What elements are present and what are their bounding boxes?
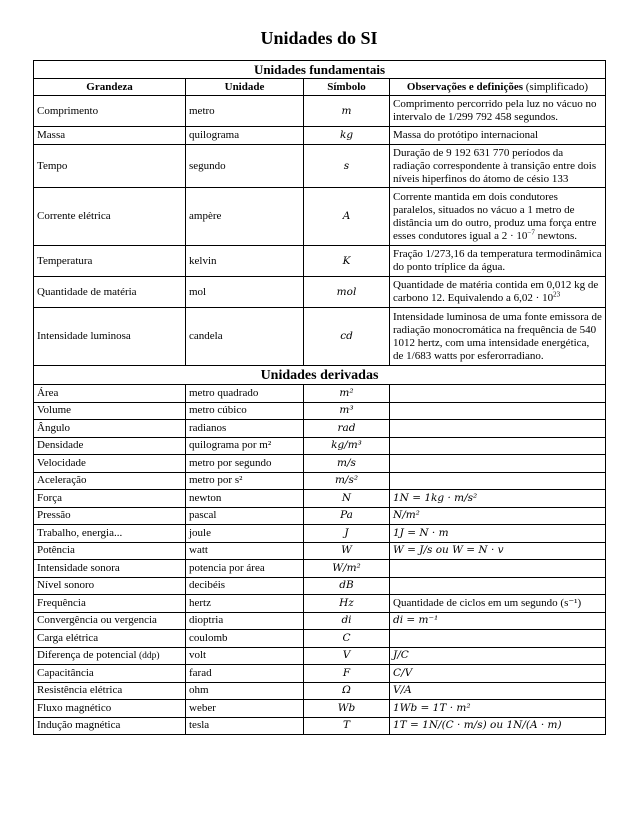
- cell-unidade: metro: [186, 96, 304, 127]
- table-row: [34, 437, 606, 455]
- observacao-text: Quantidade de matéria contida em 0,012 kg de carbono 12. Equivalendo a 6,02 · 10: [393, 279, 599, 304]
- grandeza-text: Frequência: [37, 596, 86, 609]
- cell-grandeza: [34, 472, 186, 490]
- header-simbolo: Símbolo: [304, 79, 390, 96]
- cell-grandeza: [34, 402, 186, 420]
- grandeza-text: Diferença de potencial: [37, 648, 137, 661]
- header-unidade: Unidade: [186, 79, 304, 96]
- cell-unidade: ampère: [186, 188, 304, 246]
- cell-unidade: weber: [186, 700, 304, 718]
- table-row: [34, 717, 606, 735]
- observacao-exponent: −7: [527, 227, 535, 236]
- cell-unidade: volt: [186, 647, 304, 665]
- cell-observacao: C/V: [390, 665, 606, 683]
- cell-unidade: kelvin: [186, 246, 304, 277]
- cell-observacao: 1T = 1N/(C · m/s) ou 1N/(A · m): [390, 717, 606, 735]
- cell-simbolo: m³: [304, 402, 390, 420]
- cell-unidade: newton: [186, 490, 304, 508]
- cell-grandeza: [34, 682, 186, 700]
- grandeza-text: Potência: [37, 544, 75, 557]
- cell-unidade: metro quadrado: [186, 385, 304, 403]
- table-row: [34, 402, 606, 420]
- cell-grandeza: [34, 542, 186, 560]
- grandeza-text: Aceleração: [37, 474, 87, 487]
- cell-simbolo: T: [304, 717, 390, 735]
- cell-simbolo: W/m²: [304, 560, 390, 578]
- table-row: [34, 682, 606, 700]
- cell-grandeza: Massa: [34, 127, 186, 145]
- cell-observacao: 1Wb = 1T · m²: [390, 700, 606, 718]
- grandeza-text: Força: [37, 491, 63, 504]
- cell-grandeza: [34, 490, 186, 508]
- cell-unidade: radianos: [186, 420, 304, 438]
- table-row: [34, 308, 606, 366]
- cell-simbolo: cd: [304, 308, 390, 366]
- grandeza-text: Volume: [37, 404, 72, 417]
- cell-observacao: [390, 560, 606, 578]
- cell-unidade: quilograma por m²: [186, 437, 304, 455]
- cell-simbolo: s: [304, 145, 390, 188]
- section-heading-fundamental: [34, 61, 606, 79]
- table-row: [34, 188, 606, 246]
- cell-observacao: [390, 402, 606, 420]
- grandeza-text: Convergência ou vergencia: [37, 614, 157, 627]
- grandeza-text: Área: [37, 386, 59, 399]
- cell-grandeza: [34, 560, 186, 578]
- cell-observacao: [390, 437, 606, 455]
- table-row: [34, 246, 606, 277]
- table-row: [34, 560, 606, 578]
- cell-unidade: ohm: [186, 682, 304, 700]
- cell-grandeza: [34, 437, 186, 455]
- cell-grandeza: [34, 700, 186, 718]
- cell-grandeza: Tempo: [34, 145, 186, 188]
- column-header-row: [34, 79, 606, 96]
- cell-unidade: hertz: [186, 595, 304, 613]
- cell-simbolo: V: [304, 647, 390, 665]
- table-row: [34, 630, 606, 648]
- cell-grandeza: Intensidade luminosa: [34, 308, 186, 366]
- cell-unidade: metro por s²: [186, 472, 304, 490]
- cell-grandeza: [34, 717, 186, 735]
- cell-observacao: [390, 420, 606, 438]
- table-row: [34, 127, 606, 145]
- observacao-text: Massa do protótipo internacional: [393, 129, 539, 141]
- cell-grandeza: [34, 647, 186, 665]
- table-row: [34, 145, 606, 188]
- cell-simbolo: N: [304, 490, 390, 508]
- cell-simbolo: C: [304, 630, 390, 648]
- section-title: Unidades derivadas: [34, 366, 606, 385]
- observacao-exponent: 23: [553, 290, 561, 299]
- cell-unidade: segundo: [186, 145, 304, 188]
- table-row: [34, 490, 606, 508]
- cell-unidade: joule: [186, 525, 304, 543]
- cell-simbolo: Ω: [304, 682, 390, 700]
- cell-observacao: [390, 385, 606, 403]
- cell-observacao: [390, 188, 606, 246]
- cell-grandeza: [34, 385, 186, 403]
- cell-simbolo: dB: [304, 577, 390, 595]
- cell-observacao: 1J = N · m: [390, 525, 606, 543]
- cell-simbolo: W: [304, 542, 390, 560]
- cell-grandeza: [34, 507, 186, 525]
- grandeza-text: Velocidade: [37, 456, 86, 469]
- cell-simbolo: A: [304, 188, 390, 246]
- cell-grandeza: [34, 665, 186, 683]
- observacao-text: Fração 1/273,16 da temperatura termodinâmica do ponto tríplice da água.: [393, 248, 602, 273]
- cell-unidade: candela: [186, 308, 304, 366]
- table-row: [34, 612, 606, 630]
- header-obs-light: (simplificado): [523, 80, 589, 93]
- cell-simbolo: Hz: [304, 595, 390, 613]
- observacao-text: Corrente mantida em dois condutores paralelos, situados no vácuo a 1 metro de distância um do outro, produz uma força entre esses condutores igual a 2 · 10: [393, 190, 597, 242]
- table-row: [34, 277, 606, 308]
- table-row: [34, 420, 606, 438]
- cell-simbolo: J: [304, 525, 390, 543]
- section-title: Unidades fundamentais: [34, 61, 606, 79]
- cell-grandeza: [34, 595, 186, 613]
- table-row: [34, 595, 606, 613]
- cell-simbolo: K: [304, 246, 390, 277]
- cell-simbolo: m/s: [304, 455, 390, 473]
- cell-simbolo: di: [304, 612, 390, 630]
- cell-unidade: metro cúbico: [186, 402, 304, 420]
- cell-unidade: coulomb: [186, 630, 304, 648]
- cell-grandeza: Corrente elétrica: [34, 188, 186, 246]
- table-row: [34, 472, 606, 490]
- cell-simbolo: kg: [304, 127, 390, 145]
- observacao-tail: newtons.: [534, 229, 578, 242]
- cell-observacao: [390, 127, 606, 145]
- cell-observacao: di = m⁻¹: [390, 612, 606, 630]
- cell-grandeza: Quantidade de matéria: [34, 277, 186, 308]
- table-row: [34, 507, 606, 525]
- cell-unidade: quilograma: [186, 127, 304, 145]
- observacao-text: Comprimento percorrido pela luz no vácuo no intervalo de 1/299 792 458 segundos.: [393, 98, 597, 123]
- cell-unidade: tesla: [186, 717, 304, 735]
- cell-simbolo: rad: [304, 420, 390, 438]
- table-row: [34, 542, 606, 560]
- cell-simbolo: F: [304, 665, 390, 683]
- page-title: Unidades do SI: [260, 28, 378, 48]
- cell-unidade: dioptria: [186, 612, 304, 630]
- cell-grandeza: [34, 612, 186, 630]
- grandeza-text: Resistência elétrica: [37, 684, 123, 697]
- cell-observacao: [390, 246, 606, 277]
- si-units-table: [33, 60, 606, 735]
- cell-simbolo: m²: [304, 385, 390, 403]
- cell-observacao: Quantidade de ciclos em um segundo (s⁻¹): [390, 595, 606, 613]
- cell-simbolo: Pa: [304, 507, 390, 525]
- cell-observacao: [390, 277, 606, 308]
- cell-observacao: [390, 472, 606, 490]
- table-body: [34, 61, 606, 735]
- grandeza-text: Intensidade sonora: [37, 561, 120, 574]
- cell-observacao: [390, 630, 606, 648]
- cell-unidade: pascal: [186, 507, 304, 525]
- section-heading-derived: [34, 366, 606, 385]
- cell-observacao: V/A: [390, 682, 606, 700]
- header-grandeza: Grandeza: [34, 79, 186, 96]
- cell-unidade: mol: [186, 277, 304, 308]
- cell-simbolo: m: [304, 96, 390, 127]
- table-row: [34, 577, 606, 595]
- cell-grandeza: [34, 525, 186, 543]
- grandeza-text: Ângulo: [37, 421, 70, 434]
- cell-observacao: [390, 577, 606, 595]
- cell-unidade: potencia por área: [186, 560, 304, 578]
- header-obs-bold: Observações e definições: [406, 80, 523, 93]
- cell-observacao: [390, 455, 606, 473]
- cell-grandeza: [34, 420, 186, 438]
- cell-unidade: farad: [186, 665, 304, 683]
- cell-observacao: [390, 96, 606, 127]
- table-row: [34, 700, 606, 718]
- cell-unidade: watt: [186, 542, 304, 560]
- cell-grandeza: [34, 455, 186, 473]
- cell-grandeza: [34, 577, 186, 595]
- observacao-text: Intensidade luminosa de uma fonte emissora de radiação monocromática na frequência de 540 1012 hertz, com uma intensidade energética, de 1/683 watts por esferorradiano.: [393, 310, 602, 362]
- cell-unidade: decibéis: [186, 577, 304, 595]
- grandeza-text: Capacitância: [37, 666, 94, 679]
- table-row: [34, 665, 606, 683]
- table-row: [34, 647, 606, 665]
- grandeza-text: Trabalho, energia...: [37, 526, 123, 539]
- grandeza-suffix: (ddp): [136, 650, 160, 661]
- cell-simbolo: mol: [304, 277, 390, 308]
- cell-grandeza: Temperatura: [34, 246, 186, 277]
- cell-grandeza: [34, 630, 186, 648]
- grandeza-text: Pressão: [37, 509, 71, 522]
- observacao-text: Duração de 9 192 631 770 períodos da radiação correspondente à transição entre dois níveis hiperfinos do átomo de césio 133: [393, 146, 597, 185]
- grandeza-text: Fluxo magnético: [37, 701, 112, 714]
- table-row: [34, 455, 606, 473]
- cell-observacao: [390, 145, 606, 188]
- grandeza-text: Indução magnética: [37, 719, 121, 732]
- cell-observacao: W = J/s ou W = N · v: [390, 542, 606, 560]
- cell-simbolo: Wb: [304, 700, 390, 718]
- cell-grandeza: Comprimento: [34, 96, 186, 127]
- cell-simbolo: m/s²: [304, 472, 390, 490]
- grandeza-text: Densidade: [37, 439, 84, 452]
- cell-observacao: J/C: [390, 647, 606, 665]
- table-row: [34, 525, 606, 543]
- cell-unidade: metro por segundo: [186, 455, 304, 473]
- cell-observacao: [390, 308, 606, 366]
- grandeza-text: Nível sonoro: [37, 579, 95, 592]
- cell-observacao: 1N = 1kg · m/s²: [390, 490, 606, 508]
- header-observacoes: [390, 79, 606, 96]
- table-row: [34, 385, 606, 403]
- grandeza-text: Carga elétrica: [37, 631, 99, 644]
- cell-simbolo: kg/m³: [304, 437, 390, 455]
- table-row: [34, 96, 606, 127]
- cell-observacao: N/m²: [390, 507, 606, 525]
